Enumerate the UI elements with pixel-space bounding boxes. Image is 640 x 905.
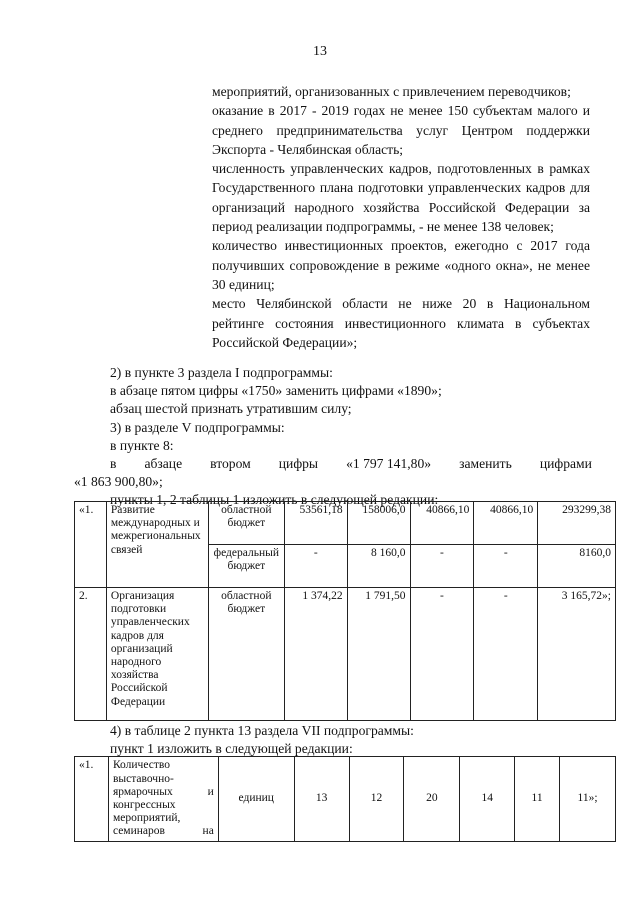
paragraph: пункты 1, 2 таблицы 1 изложить в следующей редакции: (110, 492, 439, 508)
value-cell: 8160,0 (538, 545, 616, 588)
paragraph: 3) в разделе V подпрограммы: (110, 419, 285, 435)
paragraph: «1 863 900,80»; (74, 474, 163, 490)
indented-line: количество инвестиционных проектов, ежегодно с 2017 года получивших сопровождение в режиме «одного окна», не менее 30 единиц; (212, 238, 590, 292)
table-2 (74, 756, 616, 842)
main-text (74, 364, 592, 510)
funding-source: областной бюджет (208, 588, 284, 721)
paragraph: 2) в пункте 3 раздела I подпрограммы: (110, 365, 333, 380)
row-number: «1. (75, 502, 107, 588)
paragraph: в абзаце пятом цифры «1750» заменить цифрами «1890»; (110, 383, 442, 399)
measure-name: Развитие международных и межрегиональных связей (106, 502, 208, 588)
value-cell: 158006,0 (347, 502, 410, 545)
measure-name: Организация подготовки управленческих кадров для организаций народного хозяйства Российской Федерации (106, 588, 208, 721)
word: в (110, 456, 117, 472)
value-cell: 8 160,0 (347, 545, 410, 588)
unit-cell: единиц (218, 757, 294, 842)
page-number: 13 (313, 44, 327, 59)
value-cell: 13 (294, 757, 349, 842)
value-cell: 20 (404, 757, 460, 842)
word: заменить (459, 456, 512, 472)
indented-text-block (212, 82, 590, 352)
table-1 (74, 501, 616, 721)
value-cell: - (410, 545, 474, 588)
value-cell: 293299,38 (538, 502, 616, 545)
indented-line: оказание в 2017 - 2019 годах не менее 150 субъектам малого и среднего предпринимательства услуг Центром поддержки Экспорта - Челябинская область; (212, 103, 590, 157)
table-row (75, 502, 616, 545)
word: цифрами (539, 456, 592, 472)
value-cell: 3 165,72»; (538, 588, 616, 721)
indented-line: численность управленческих кадров, подготовленных в рамках Государственного плана подготовки управленческих кадров для организаций народного хозяйства Российской Федерации за период реализации подпрограммы, - не менее 138 человек; (212, 161, 590, 235)
value-cell: 1 374,22 (284, 588, 347, 721)
indented-line: мероприятий, организованных с привлечением переводчиков; (212, 84, 571, 99)
justified-paragraph-line (74, 455, 592, 473)
value-cell: - (474, 545, 538, 588)
table-row (75, 588, 616, 721)
word: «1 797 141,80» (346, 456, 432, 472)
value-cell: 11 (515, 757, 560, 842)
value-cell: 53561,18 (284, 502, 347, 545)
value-cell: - (474, 588, 538, 721)
row-number: 2. (75, 588, 107, 721)
paragraph: 4) в таблице 2 пункта 13 раздела VII подпрограммы: (110, 723, 414, 738)
value-cell: 14 (460, 757, 515, 842)
value-cell: - (410, 588, 474, 721)
funding-source: областной бюджет (208, 502, 284, 545)
indicator-name: Количество выставочно-ярмарочных и конгрессных мероприятий, семинаров на (108, 757, 218, 842)
funding-source: федеральный бюджет (208, 545, 284, 588)
paragraph: в пункте 8: (110, 437, 174, 453)
value-cell: 11»; (560, 757, 616, 842)
value-cell: 40866,10 (410, 502, 474, 545)
word: абзаце (144, 456, 183, 472)
row-number: «1. (75, 757, 109, 842)
value-cell: 1 791,50 (347, 588, 410, 721)
paragraph: пункт 1 изложить в следующей редакции: (110, 741, 353, 757)
value-cell: 12 (349, 757, 404, 842)
value-cell: 40866,10 (474, 502, 538, 545)
word: цифры (278, 456, 319, 472)
table-row (75, 757, 616, 842)
indented-line: место Челябинской области не ниже 20 в Национальном рейтинге состояния инвестиционного климата в субъектах Российской Федерации»; (212, 296, 590, 350)
main-text-2 (74, 722, 592, 758)
paragraph: абзац шестой признать утратившим силу; (110, 401, 352, 417)
word: втором (210, 456, 251, 472)
value-cell: - (284, 545, 347, 588)
